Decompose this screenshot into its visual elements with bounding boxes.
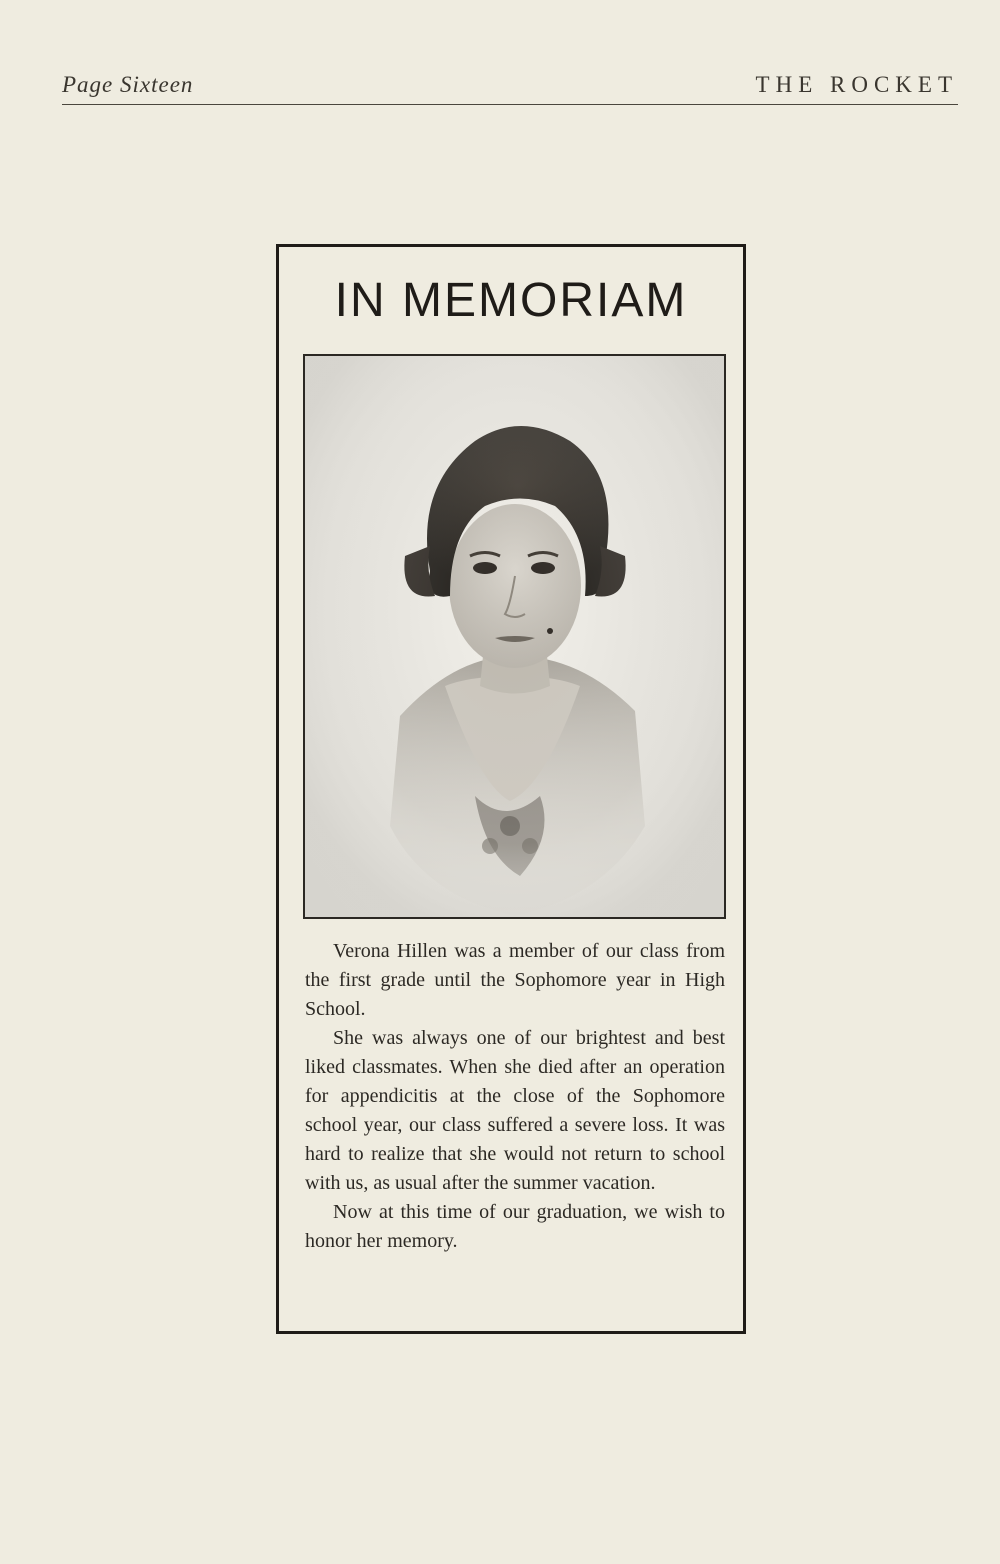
publication-title: THE ROCKET [755,72,958,97]
portrait-image [305,356,724,917]
memorial-box [276,244,746,1334]
memorial-title: IN MEMORIAM [334,274,688,327]
portrait-photo [303,354,726,919]
memorial-paragraph-2: She was always one of our brightest and best liked classmates. When she died after an operation for appendicitis at the close of the Sophomore school year, our class suffered a severe loss. It was hard to realize that she would not return to school with us, as usual after the summer vacation. [305,1027,725,1194]
page-header [62,70,958,105]
memorial-paragraph-3: Now at this time of our graduation, we wish to honor her memory. [305,1201,725,1252]
page-number: Page Sixteen [62,72,194,97]
memorial-text [305,937,725,1256]
memorial-paragraph-1: Verona Hillen was a member of our class from the first grade until the Sophomore year in High School. [305,940,725,1020]
